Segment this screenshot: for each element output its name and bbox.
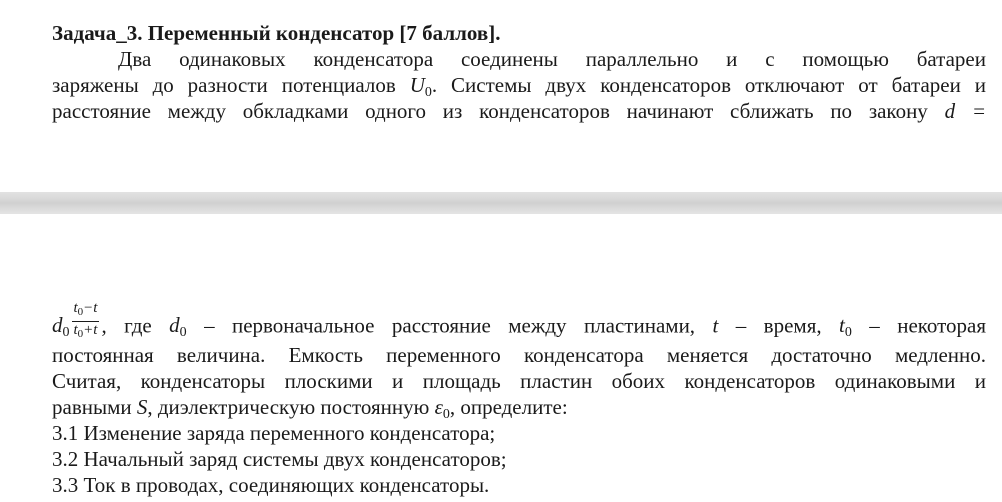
page-top-fragment xyxy=(0,0,1002,192)
math-subscript: 0 xyxy=(77,328,84,340)
paragraph-line-3 xyxy=(52,98,986,124)
math-subscript: 0 xyxy=(442,407,450,422)
task-item-3-3: 3.3 Ток в проводах, соединяющих конденсаторы. xyxy=(52,473,490,497)
math-letter: t xyxy=(839,313,845,338)
math-letter: U xyxy=(409,73,425,97)
fraction-numerator xyxy=(72,300,100,322)
math-S: S xyxy=(136,395,148,419)
math-t: t xyxy=(712,313,719,338)
text-span: , где xyxy=(101,313,152,338)
text-span: равными xyxy=(52,395,132,419)
text-span: – первоначальное расстояние между пластинами, xyxy=(204,313,696,338)
text-span: . Системы двух конденсаторов отключают от батареи и xyxy=(431,73,986,97)
math-letter: t xyxy=(73,300,78,316)
text-span: , определите: xyxy=(449,395,568,419)
text-span: – время, xyxy=(735,313,822,338)
math-eps0 xyxy=(434,395,450,422)
math-var-U0 xyxy=(409,73,432,100)
math-d-equals: d = xyxy=(944,99,987,123)
task-item-3-2: 3.2 Начальный заряд системы двух конденсаторов; xyxy=(52,447,507,471)
task-item-3-1: 3.1 Изменение заряда переменного конденсатора; xyxy=(52,421,496,445)
math-letter: d xyxy=(52,313,63,338)
math-d0-inline xyxy=(169,313,187,341)
page-separator xyxy=(0,192,1002,214)
math-subscript: 0 xyxy=(844,325,852,341)
math-letter: t xyxy=(73,322,78,338)
paragraph-line-5: постоянная величина. Емкость переменного конденсатора меняется достаточно медленно. xyxy=(52,343,986,367)
math-letter: d xyxy=(169,313,180,338)
paragraph-text: Два одинаковых конденсатора соединены параллельно и с помощью батареи xyxy=(118,47,986,71)
text-span: заряжены до разности потенциалов xyxy=(52,73,396,97)
paragraph-line-6: Считая, конденсаторы плоскими и площадь пластин обоих конденсаторов одинаковыми и xyxy=(52,369,986,393)
math-text: +t xyxy=(83,322,98,338)
fraction-denominator xyxy=(72,322,100,343)
math-subscript: 0 xyxy=(179,325,187,341)
math-d0 xyxy=(52,313,70,341)
page-bottom-fragment xyxy=(0,214,1002,502)
problem-title: Задача_3. Переменный конденсатор [7 баллов]. xyxy=(52,21,501,45)
math-text: −t xyxy=(83,300,98,316)
text-span: расстояние между обкладками одного из конденсаторов начинают сближать по закону xyxy=(52,99,928,123)
math-t0 xyxy=(839,313,852,341)
math-subscript: 0 xyxy=(77,306,84,318)
math-subscript: 0 xyxy=(424,85,432,100)
text-span: – некоторая xyxy=(869,313,987,338)
paragraph-line-1 xyxy=(118,46,986,72)
fraction xyxy=(72,300,100,343)
math-subscript: 0 xyxy=(62,325,70,341)
text-span: , диэлектрическую постоянную xyxy=(147,395,430,419)
math-letter: ε xyxy=(434,395,443,419)
